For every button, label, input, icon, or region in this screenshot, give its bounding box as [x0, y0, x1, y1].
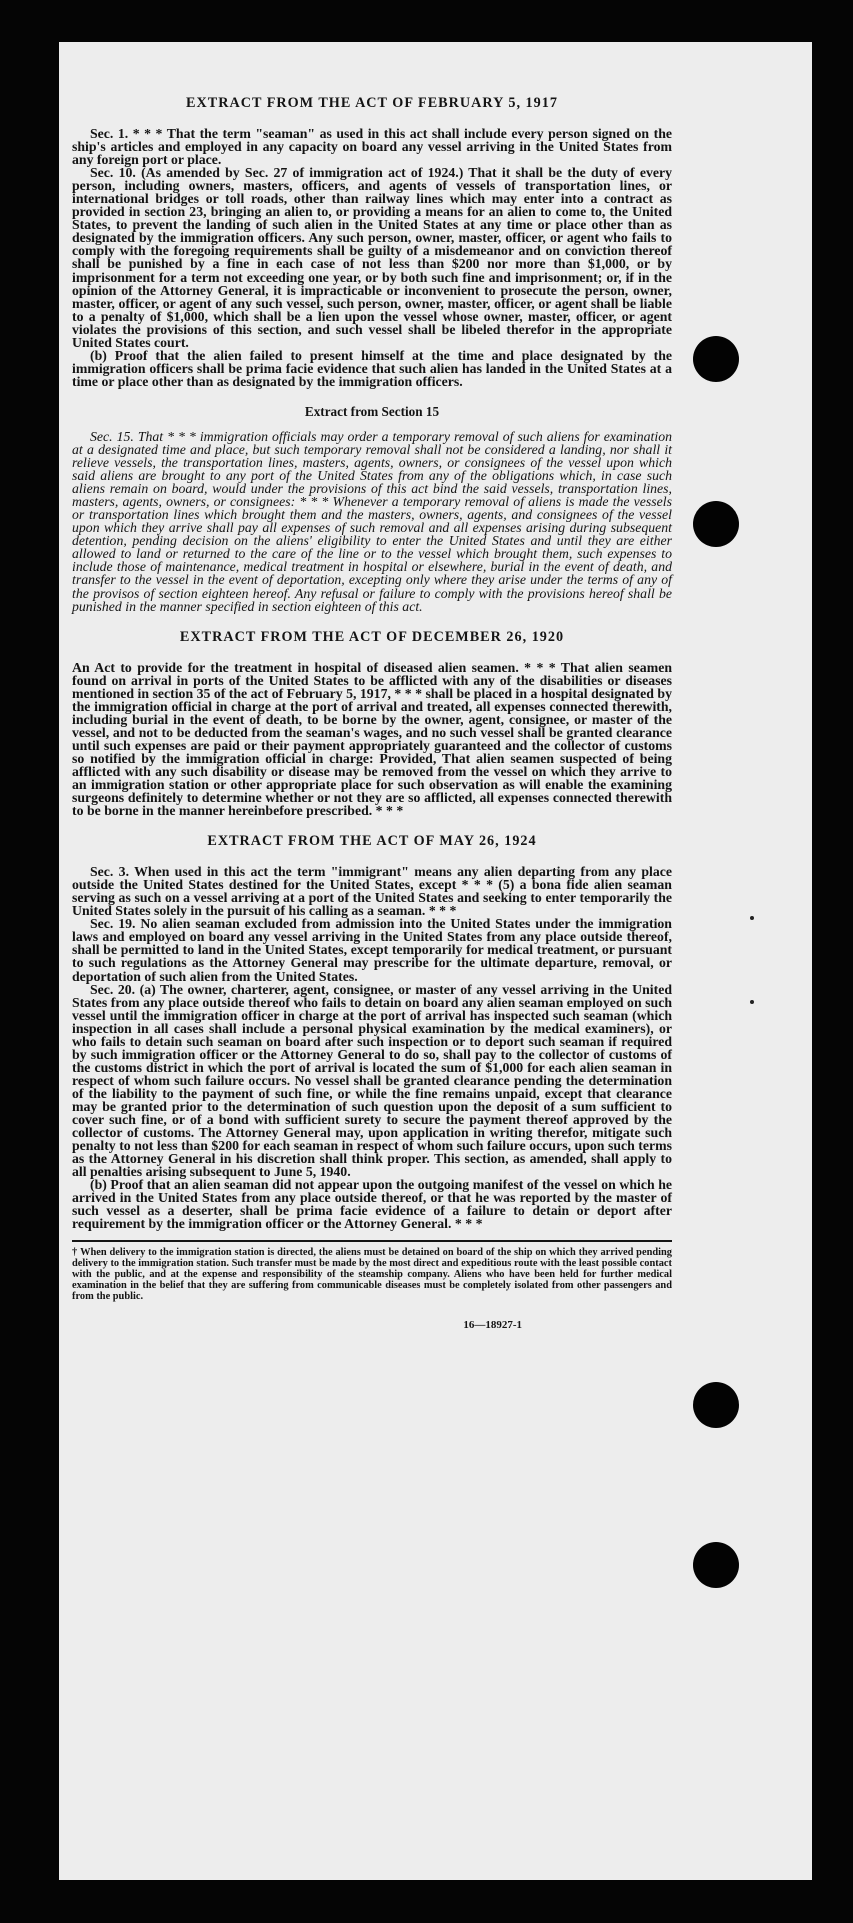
- heading-section-15: Extract from Section 15: [304, 403, 440, 419]
- punch-hole: [693, 501, 739, 547]
- heading-act-1917: EXTRACT FROM THE ACT OF FEBRUARY 5, 1917: [186, 95, 558, 111]
- speck: [750, 916, 754, 920]
- punch-hole: [693, 336, 739, 382]
- form-number: 16—18927-1: [463, 1319, 522, 1331]
- footnote-text: † When delivery to the immigration station is directed, the aliens must be detained on board of the ship on which they arrived pending delivery to the immigration station. Such transfer must be made by the most direct and expeditious route with the least possible contact with the public, and at the expense and responsibility of the steamship company. Aliens who have been held for further medical examination in the belief that they are suffering from communicable diseases must be completely isolated from other passengers and from the public.: [72, 1247, 672, 1303]
- paragraph-sec-10: Sec. 10. (As amended by Sec. 27 of immigration act of 1924.) That it shall be the duty of every person, including owners, masters, officers, and agents of vessels of transportation lines, or international bridges or toll roads, other than railway lines which may enter into a contract as provided in section 23, bringing an alien to, or providing a means for an alien to come to, the United States, to prevent the landing of such alien in the United States at any time or place other than as designated by the immigration officers. Any such person, owner, master, officer, or agent who fails to comply with the foregoing requirements shall be guilty of a misdemeanor and on conviction thereof shall be punished by a fine in each case of not less than $200 nor more than $1,000, or by imprisonment for a term not exceeding one year, or by both such fine and imprisonment; or, if in the opinion of the Attorney General, it is impracticable or inconvenient to prosecute the person, owner, master, officer, or agent of any such vessel, such person, owner, master, officer, or agent shall be liable to a penalty of $1,000, which shall be a lien upon the vessel whose owner, master, officer, or agent violates the provisions of this section, and such vessel shall be libeled therefor in the appropriate United States court.: [72, 165, 672, 350]
- footnote: [72, 1248, 672, 1303]
- paragraph-sec-10b: (b) Proof that the alien failed to present himself at the time and place designated by the immigration officers shall be prima facie evidence that such alien has landed in the United States at a time or place other than as designated by the immigration officers.: [72, 347, 672, 389]
- footnote-divider: [72, 1240, 672, 1242]
- paragraph-sec-20a: Sec. 20. (a) The owner, charterer, agent, consignee, or master of any vessel arriving in the United States from any place outside thereof who fails to detain on board any alien seaman employed on such vessel until the immigration officer in charge at the port of arrival has inspected such seaman (which inspection in all cases shall include a personal physical examination by the medical examiners), or who fails to detain such seaman on board after such inspection or to deport such seaman if required by such immigration officer or the Attorney General to do so, shall pay to the collector of customs of the customs district in which the port of arrival is located the sum of $1,000 for each alien seaman in respect of whom such failure occurs. No vessel shall be granted clearance pending the determination of the liability to the payment of such fine, or while the fine remains unpaid, except that clearance may be granted prior to the determination of such question upon the deposit of a sum sufficient to cover such fine, or of a bond with sufficient surety to secure the payment thereof approved by the collector of customs. The Attorney General may, upon application in writing therefor, mitigate such penalty to not less than $200 for each seaman in respect of whom such failure occurs, upon such terms as the Attorney General in his discretion shall think proper. This section, as amended, shall apply to all penalties arising subsequent to June 5, 1940.: [72, 981, 672, 1180]
- heading-act-1924: EXTRACT FROM THE ACT OF MAY 26, 1924: [207, 833, 537, 850]
- punch-hole: [693, 1542, 739, 1588]
- paragraph-sec-1: Sec. 1. * * * That the term "seaman" as used in this act shall include every person signed on the ship's articles and employed in any capacity on board any vessel arriving in the United States from any foreign port or place.: [72, 126, 672, 168]
- paragraph-sec-3: Sec. 3. When used in this act the term "immigrant" means any alien departing from any place outside the United States destined for the United States, except * * * (5) a bona fide alien seaman serving as such on a vessel arriving at a port of the United States and seeking to enter temporarily the United States solely in the pursuit of his calling as a seaman. * * *: [72, 864, 672, 919]
- paragraph-sec-15: Sec. 15. That * * * immigration officials may order a temporary removal of such aliens for examination at a designated time and place, but such temporary removal shall not be considered a landing, nor shall it relieve vessels, the transportation lines, masters, agents, owners, or consignees of the vessel upon which said aliens are brought to any port of the United States from any of the obligations which, in case such aliens remain on board, would under the provisions of this act bind the said vessels, transportation lines, masters, agents, owners, or consignees: * * * Whenever a temporary removal of aliens is made the vessels or transportation lines which brought them and the masters, owners, agents, and consignees of the vessel upon which they arrive shall pay all expenses of such removal and all expenses arising during subsequent detention, pending decision on the aliens' eligibility to enter the United States and until they are either allowed to land or returned to the care of the line or to the vessel which brought them, such expenses to include those of maintenance, medical treatment in hospital or elsewhere, burial in the event of death, and transfer to the vessel in the event of deportation, excepting only where they arise under the terms of any of the provisos of section eighteen hereof. Any refusal or failure to comply with the provisions hereof shall be punished in the manner specified in section eighteen of this act.: [72, 428, 672, 614]
- document-body: [72, 95, 672, 1331]
- paragraph-act-1920: An Act to provide for the treatment in hospital of diseased alien seamen. * * * That alien seamen found on arrival in ports of the United States to be afflicted with any of the disabilities or diseases mentioned in section 35 of the act of February 5, 1917, * * * shall be placed in a hospital designated by the immigration official in charge at the port of arrival and treated, all expenses connected therewith, including burial in the event of death, to be borne by the owner, agent, consignee, or master of the vessel, and not to be deducted from the seaman's wages, and no such vessel shall be granted clearance until such expenses are paid or their payment appropriately guaranteed and the collector of customs so notified by the immigration official in charge: Provided, That alien seamen suspected of being afflicted with any such disability or disease may be removed from the vessel on which they arrive to an immigration station or other appropriate place for such observation as will enable the examining surgeons definitely to determine whether or not they are so afflicted, all expenses connected therewith to be borne in the manner hereinbefore prescribed. * * *: [72, 659, 672, 819]
- paragraph-sec-20b: (b) Proof that an alien seaman did not appear upon the outgoing manifest of the vessel on which he arrived in the United States from any place outside thereof, or that he was reported by the master of such vessel as a deserter, shall be prima facie evidence of a failure to detain or deport after requirement by the immigration officer or the Attorney General. * * *: [72, 1177, 672, 1232]
- heading-act-1920: EXTRACT FROM THE ACT OF DECEMBER 26, 1920: [179, 628, 565, 645]
- paragraph-sec-19: Sec. 19. No alien seaman excluded from admission into the United States under the immigration laws and employed on board any vessel arriving in the United States from any place outside thereof, shall be permitted to land in the United States, except temporarily for medical treatment, or pursuant to such regulations as the Attorney General may prescribe for the ultimate departure, removal, or deportation of such alien from the United States.: [72, 916, 672, 984]
- punch-hole: [693, 1382, 739, 1428]
- speck: [750, 1000, 754, 1004]
